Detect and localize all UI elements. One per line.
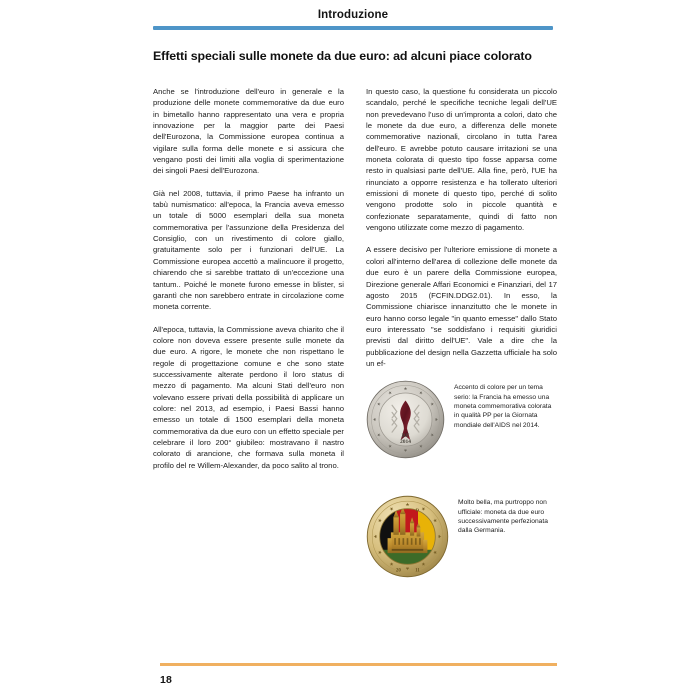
coin-mintmark-d: D xyxy=(415,507,420,513)
header-divider-rule xyxy=(153,26,553,30)
coin-year-second-half: 11 xyxy=(415,568,420,574)
coin-inscription-year: 2014 xyxy=(399,439,412,446)
page-number: 18 xyxy=(160,674,173,686)
article-title: Effetti speciali sulle monete da due euro: ad alcuni piace colorato xyxy=(153,49,532,63)
coin-image-france-aids xyxy=(366,380,445,459)
paragraph: A essere decisivo per l'ulteriore emissione di monete a colori all'interno dell'area di collezione delle monete da due euro è un parere della Commissione europea, Direzione generale Affari Economici e Finanziari, del 17 agosto 2015 (FCFIN.DDG2.01). In esso, la Commissione chiarisce innanzitutto che le monete in euro hanno corso legale "in quanto emesse" dallo Stato euro interessato "se soddisfano i requisiti giuridici previsti dal diritto dell'UE". Vale a dire che la pubblicazione del design nella Gazzetta ufficiale ha solo un ef- xyxy=(366,245,557,368)
figure-caption: Accento di colore per un tema serio: la Francia ha emesso una moneta commemorativa colorata in qualità PP per la Giornata mondiale dell'AIDS nel 2014. xyxy=(454,384,552,429)
figure-france-aids-coin xyxy=(366,380,557,459)
footer-divider-rule xyxy=(160,663,557,666)
figure-caption: Molto bella, ma purtroppo non ufficiale: moneta da due euro successivamente perfezionata dalla Germania. xyxy=(458,499,548,535)
paragraph: All'epoca, tuttavia, la Commissione aveva chiarito che il colore non doveva essere presente sulle monete da due euro. A rigore, le monete che non rispettano le regole di progettazione comune e che sono state successivamente alterate perdono il loro status di mezzo di pagamento. Ma alcuni Stati dell'euro non volevano essere privati della possibilità di applicare un colore: nel 2013, ad esempio, i Paesi Bassi hanno emesso un totale di 1500 esemplari della moneta commemorativa da due euro con un effetto speciale per celebrare il loro 200° giubileo: mostravano il nastro colorato di arancione, che formava sulla moneta il profilo del re Willem-Alexander, da poco salito al trono. xyxy=(153,324,344,470)
running-header-title: Introduzione xyxy=(317,9,389,21)
paragraph: Già nel 2008, tuttavia, il primo Paese ha infranto un tabù numismatico: all'epoca, la Francia aveva emesso un totale di 5000 esemplari della sua moneta commemorativa per l'assunzione della Presidenza del Consiglio, con un rivestimento di colore giallo, gratuitamente solo per i funzionari dell'UE. La Commissione europea accettò a malincuore il progetto, chiarendo che si sarebbe trattato di un'eccezione una tantum.. Poiché le monete furono emesse in blister, si garantì che non sarebbero entrate in circolazione come moneta corrente. xyxy=(153,188,344,312)
coin-inscription-rf: RF xyxy=(401,433,410,440)
article-body xyxy=(153,86,557,578)
running-header xyxy=(153,8,553,30)
left-column xyxy=(153,86,344,578)
paragraph: In questo caso, la questione fu considerata un piccolo scandalo, perché le specifiche tecniche legali dell'UE non prevedevano l'uso di un'impronta a colori, dato che le monete da due euro, a differenza delle monete commemorative nazionali, circolano in tutta l'area dell'euro. E avrebbe potuto causare irritazioni se una moneta colorata di questo tipo fosse apparsa come resto in qualsiasi parte dell'UE. Alla fine, però, l'UE ha rinunciato a opporre resistenza e ha tollerato ulteriori emissioni di monete di questo tipo, perché di solito vengono prodotte solo in piccole quantità e confezionate separatamente, quindi di fatto non vengono utilizzate come mezzo di pagamento. xyxy=(366,87,557,233)
figure-germany-cathedral-coin xyxy=(366,495,557,578)
coin-year-first-half: 20 xyxy=(395,568,401,574)
right-column xyxy=(366,86,557,578)
coin-image-germany-cathedral xyxy=(366,495,449,578)
paragraph: Anche se l'introduzione dell'euro in generale e la produzione delle monete commemorative da due euro in bimetallo hanno rappresentato una vera e propria innovazione per la maggior parte dei Paesi dell'Eurozona, la Commissione europea continua a vigilare sulla forma delle monete e si assicura che vengano posti dei limiti alla voglia di sperimentazione dei singoli Paesi dell'Eurozona. xyxy=(153,87,344,176)
